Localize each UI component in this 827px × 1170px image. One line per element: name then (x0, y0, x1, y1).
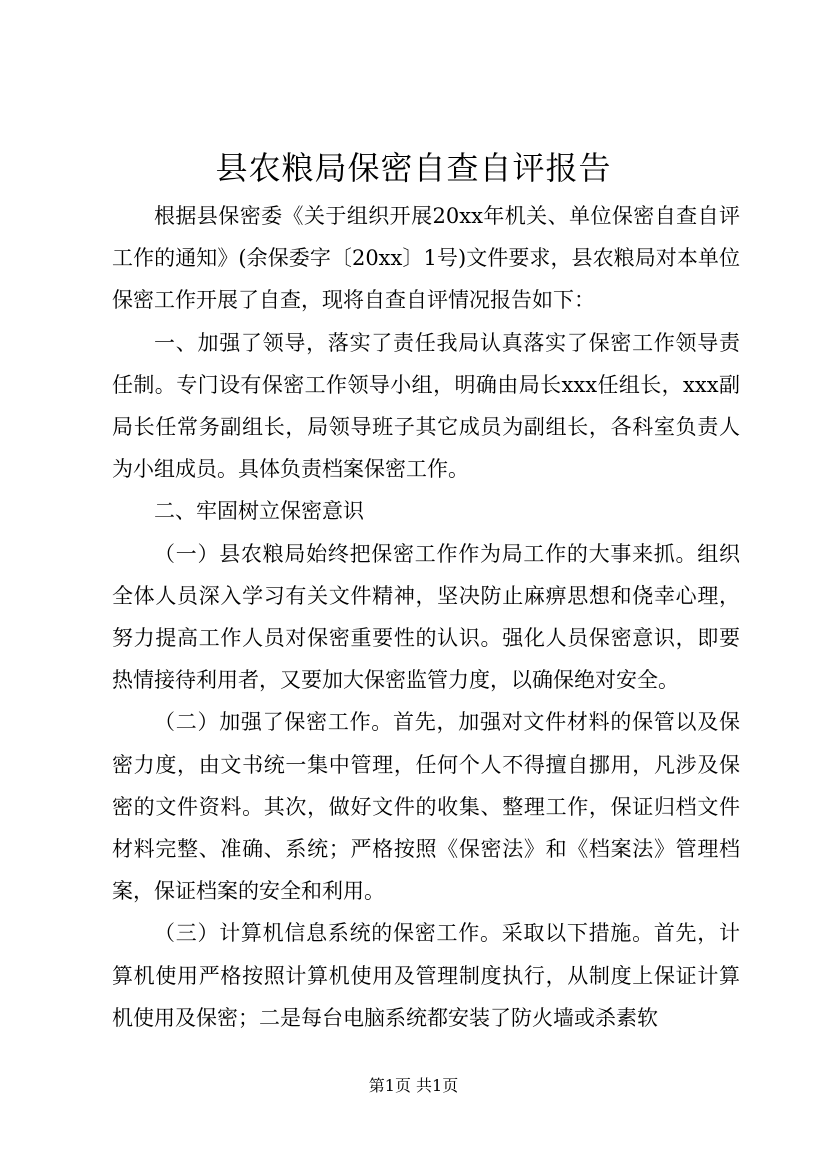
page-number-footer: 第1页 共1页 (368, 1076, 459, 1095)
paragraph-section-2-heading: 二、牢固树立保密意识 (154, 499, 364, 524)
paragraph-subsection-3: （三）计算机信息系统的保密工作。采取以下措施。首先，计算机使用严格按照计算机使用及管理制度执行，从制度上保证计算机使用及保密；二是每台电脑系统都安装了防火墙或杀素软 (112, 921, 740, 1030)
document-body (112, 195, 740, 1039)
paragraph-intro: 根据县保密委《关于组织开展20xx年机关、单位保密自查自评工作的通知》(余保委字〔20xx〕1号)文件要求，县农粮局对本单位保密工作开展了自查，现将自查自评情况报告如下： (112, 204, 740, 313)
paragraph-subsection-1: （一）县农粮局始终把保密工作作为局工作的大事来抓。组织全体人员深入学习有关文件精神，坚决防止麻痹思想和侥幸心理，努力提高工作人员对保密重要性的认识。强化人员保密意识，即要热情接待利用者，又要加大保密监管力度，以确保绝对安全。 (112, 541, 740, 693)
paragraph-section-1: 一、加强了领导，落实了责任我局认真落实了保密工作领导责任制。专门设有保密工作领导小组，明确由局长xxx任组长，xxx副局长任常务副组长，局领导班子其它成员为副组长，各科室负责人为小组成员。具体负责档案保密工作。 (112, 330, 740, 482)
document-title: 县农粮局保密自查自评报告 (215, 149, 612, 187)
paragraph-subsection-2: （二）加强了保密工作。首先，加强对文件材料的保管以及保密力度，由文书统一集中管理，任何个人不得擅自挪用，凡涉及保密的文件资料。其次，做好文件的收集、整理工作，保证归档文件材料完整、准确、系统；严格按照《保密法》和《档案法》管理档案，保证档案的安全和利用。 (112, 710, 740, 904)
